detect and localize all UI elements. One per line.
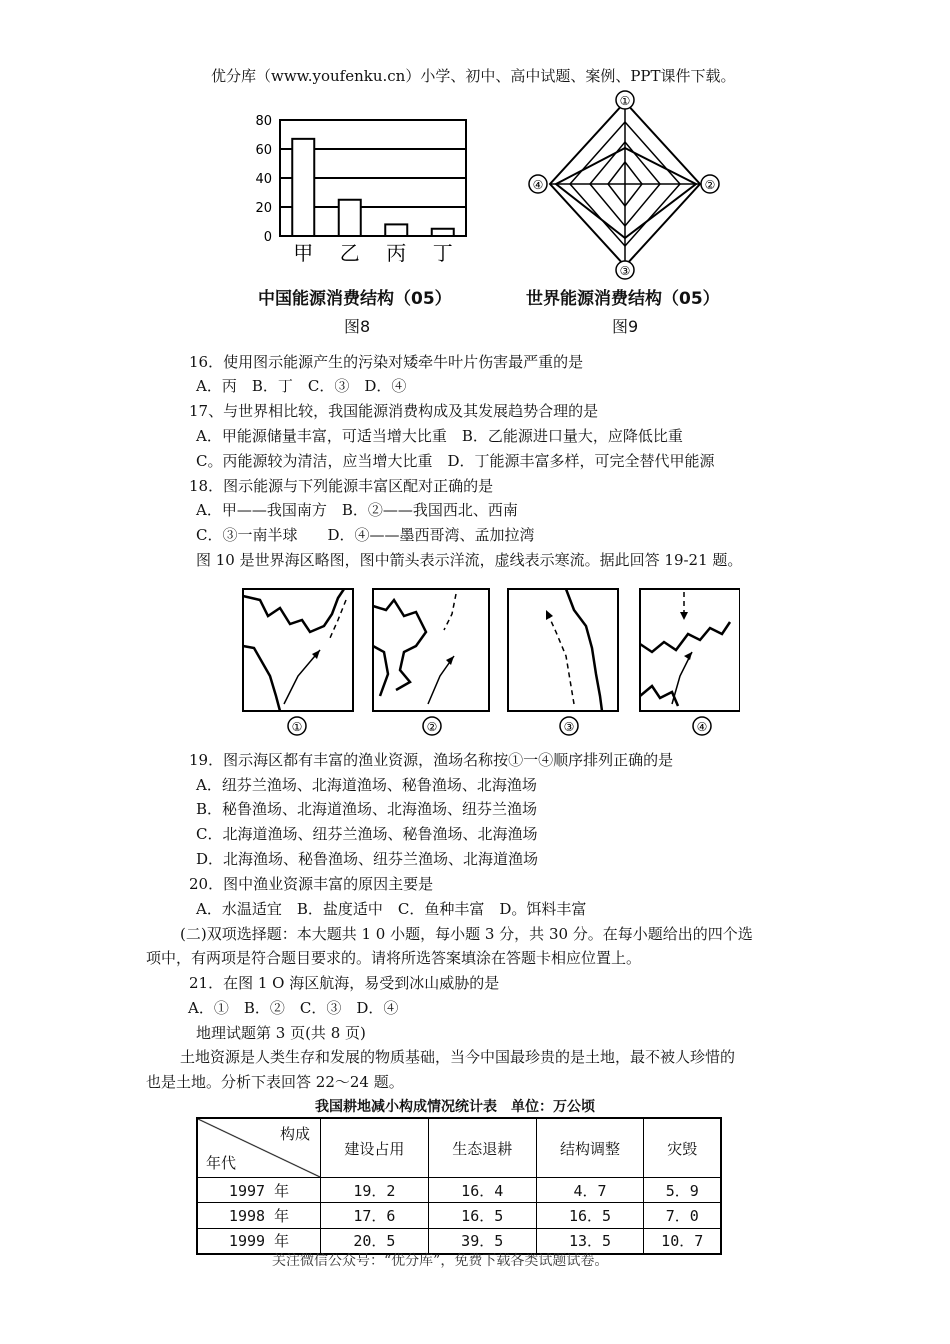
- svg-text:①: ①: [291, 720, 303, 734]
- page-header: 优分库（www.youfenku.cn）小学、初中、高中试题、案例、PPT课件下载。: [211, 67, 736, 85]
- svg-text:②: ②: [704, 178, 716, 192]
- fig10-label-4: [693, 717, 711, 735]
- section2-line2: 项中，有两项是符合题目要求的。请将所选答案填涂在答题卡相应位置上。: [146, 949, 642, 967]
- fig8-bar: [385, 224, 407, 236]
- row-year: 1998 年: [197, 1203, 321, 1228]
- corner-top-label: 构成: [279, 1125, 310, 1143]
- table-cell: 5．9: [644, 1178, 721, 1203]
- svg-text:④: ④: [532, 178, 544, 192]
- q19-option-a: A．纽芬兰渔场、北海道渔场、秘鲁渔场、北海渔场: [196, 776, 537, 794]
- fig9-axis-label-3: [616, 261, 634, 279]
- table-cell: 39．5: [428, 1228, 536, 1254]
- table-cell: 20．5: [321, 1228, 429, 1254]
- table-cell: 19．2: [321, 1178, 429, 1203]
- table-cell: 17．6: [321, 1203, 429, 1228]
- fig8-label: 图8: [344, 317, 371, 336]
- section2-line1: (二)双项选择题：本大题共 1 0 小题，每小题 3 分，共 30 分。在每小题给出的四个选: [180, 925, 753, 943]
- fig8-category-label: 乙: [339, 241, 360, 265]
- fig8-ytick-label: 0: [263, 230, 272, 245]
- q19-stem: 19．图示海区都有丰富的渔业资源，渔场名称按①一④顺序排列正确的是: [189, 751, 674, 769]
- table-header-row: [197, 1118, 721, 1178]
- fig8-ytick-label: 80: [255, 114, 272, 129]
- q17-stem: 17、与世界相比较，我国能源消费构成及其发展趋势合理的是: [189, 402, 599, 420]
- row-year: 1999 年: [197, 1228, 321, 1254]
- page-note: 地理试题第 3 页(共 8 页): [196, 1024, 366, 1042]
- fig9-radar-chart: [520, 88, 730, 284]
- fig10-sea-maps: [240, 586, 740, 738]
- table-cell: 4．7: [536, 1178, 644, 1203]
- page-footer: 关注微信公众号：“优分库”，免费下载各类试题试卷。: [272, 1253, 609, 1269]
- fig8-ytick-label: 20: [255, 201, 272, 216]
- fig8-category-label: 甲: [293, 241, 314, 265]
- q19-option-c: C．北海道渔场、纽芬兰渔场、秘鲁渔场、北海渔场: [196, 825, 538, 843]
- fig8-category-label: 丙: [386, 241, 407, 265]
- q20-stem: 20．图中渔业资源丰富的原因主要是: [189, 875, 434, 893]
- fig10-map-4: [640, 589, 740, 711]
- table-cell: 16．5: [428, 1203, 536, 1228]
- svg-text:④: ④: [696, 720, 708, 734]
- fig8-bar: [292, 139, 314, 236]
- q19-option-b: B．秘鲁渔场、北海道渔场、北海渔场、纽芬兰渔场: [196, 800, 538, 818]
- column-header: 结构调整: [536, 1118, 644, 1178]
- fig8-title: 中国能源消费结构（05）: [258, 289, 452, 309]
- fig10-map-1: [243, 589, 353, 711]
- table-cell: 7．0: [644, 1203, 721, 1228]
- table-corner-cell: [197, 1118, 321, 1178]
- q16-stem: 16．使用图示能源产生的污染对矮牵牛叶片伤害最严重的是: [189, 353, 584, 371]
- fig9-label: 图9: [612, 317, 639, 336]
- table-cell: 10．7: [644, 1228, 721, 1254]
- land-intro-line2: 也是土地。分析下表回答 22～24 题。: [146, 1073, 404, 1091]
- fig8-ytick-label: 60: [255, 143, 272, 158]
- fig10-map-3: [508, 589, 618, 711]
- land-intro-line1: 土地资源是人类生存和发展的物质基础，当今中国最珍贵的是土地，最不被人珍惜的: [180, 1048, 736, 1066]
- q18-options-ab: A．甲——我国南方 B．②——我国西北、西南: [196, 501, 518, 519]
- q18-stem: 18．图示能源与下列能源丰富区配对正确的是: [189, 477, 494, 495]
- table-cell: 16．4: [428, 1178, 536, 1203]
- q21-options: A．① B．② C．③ D．④: [188, 999, 399, 1017]
- q21-stem: 21．在图 1 O 海区航海，易受到冰山威胁的是: [189, 974, 500, 992]
- svg-text:②: ②: [426, 720, 438, 734]
- q18-options-cd: C．③一南半球 D．④——墨西哥湾、孟加拉湾: [196, 526, 535, 544]
- q16-options: A．丙 B．丁 C．③ D．④: [196, 377, 407, 395]
- fig8-ytick-label: 40: [255, 172, 272, 187]
- q17-options-cd: C。丙能源较为清洁，应当增大比重 D．丁能源丰富多样，可完全替代甲能源: [196, 452, 715, 470]
- svg-text:③: ③: [563, 720, 575, 734]
- fig10-label-3: [560, 717, 578, 735]
- row-year: 1997 年: [197, 1178, 321, 1203]
- q20-options: A．水温适宜 B．盐度适中 C．鱼种丰富 D。饵料丰富: [196, 900, 587, 918]
- fig8-bar-chart: [248, 112, 478, 272]
- fig10-map-2: [373, 589, 489, 711]
- svg-text:③: ③: [619, 264, 631, 278]
- fig8-category-label: 丁: [432, 241, 453, 265]
- table-cell: 16．5: [536, 1203, 644, 1228]
- fig8-bar: [432, 229, 454, 236]
- fig9-axis-label-1: [616, 91, 634, 109]
- column-header: 生态退耕: [428, 1118, 536, 1178]
- column-header: 建设占用: [321, 1118, 429, 1178]
- fig10-label-2: [423, 717, 441, 735]
- corner-bottom-label: 年代: [206, 1154, 237, 1172]
- q17-options-ab: A．甲能源储量丰富，可适当增大比重 B．乙能源进口量大，应降低比重: [196, 427, 683, 445]
- column-header: 灾毁: [644, 1118, 721, 1178]
- table-row: [197, 1203, 721, 1228]
- table-cell: 13．5: [536, 1228, 644, 1254]
- table-row: [197, 1178, 721, 1203]
- farmland-table: [196, 1117, 722, 1255]
- table-caption: 我国耕地减小构成情况统计表 单位：万公顷: [315, 1099, 595, 1115]
- q19-option-d: D．北海渔场、秘鲁渔场、纽芬兰渔场、北海道渔场: [196, 850, 539, 868]
- fig10-intro: 图 10 是世界海区略图，图中箭头表示洋流，虚线表示寒流。据此回答 19-21 题。: [196, 551, 743, 569]
- fig8-bar: [339, 200, 361, 236]
- fig9-title: 世界能源消费结构（05）: [526, 289, 720, 309]
- svg-text:①: ①: [619, 94, 631, 108]
- fig9-axis-label-2: [701, 175, 719, 193]
- fig9-axis-label-4: [529, 175, 547, 193]
- fig10-label-1: [288, 717, 306, 735]
